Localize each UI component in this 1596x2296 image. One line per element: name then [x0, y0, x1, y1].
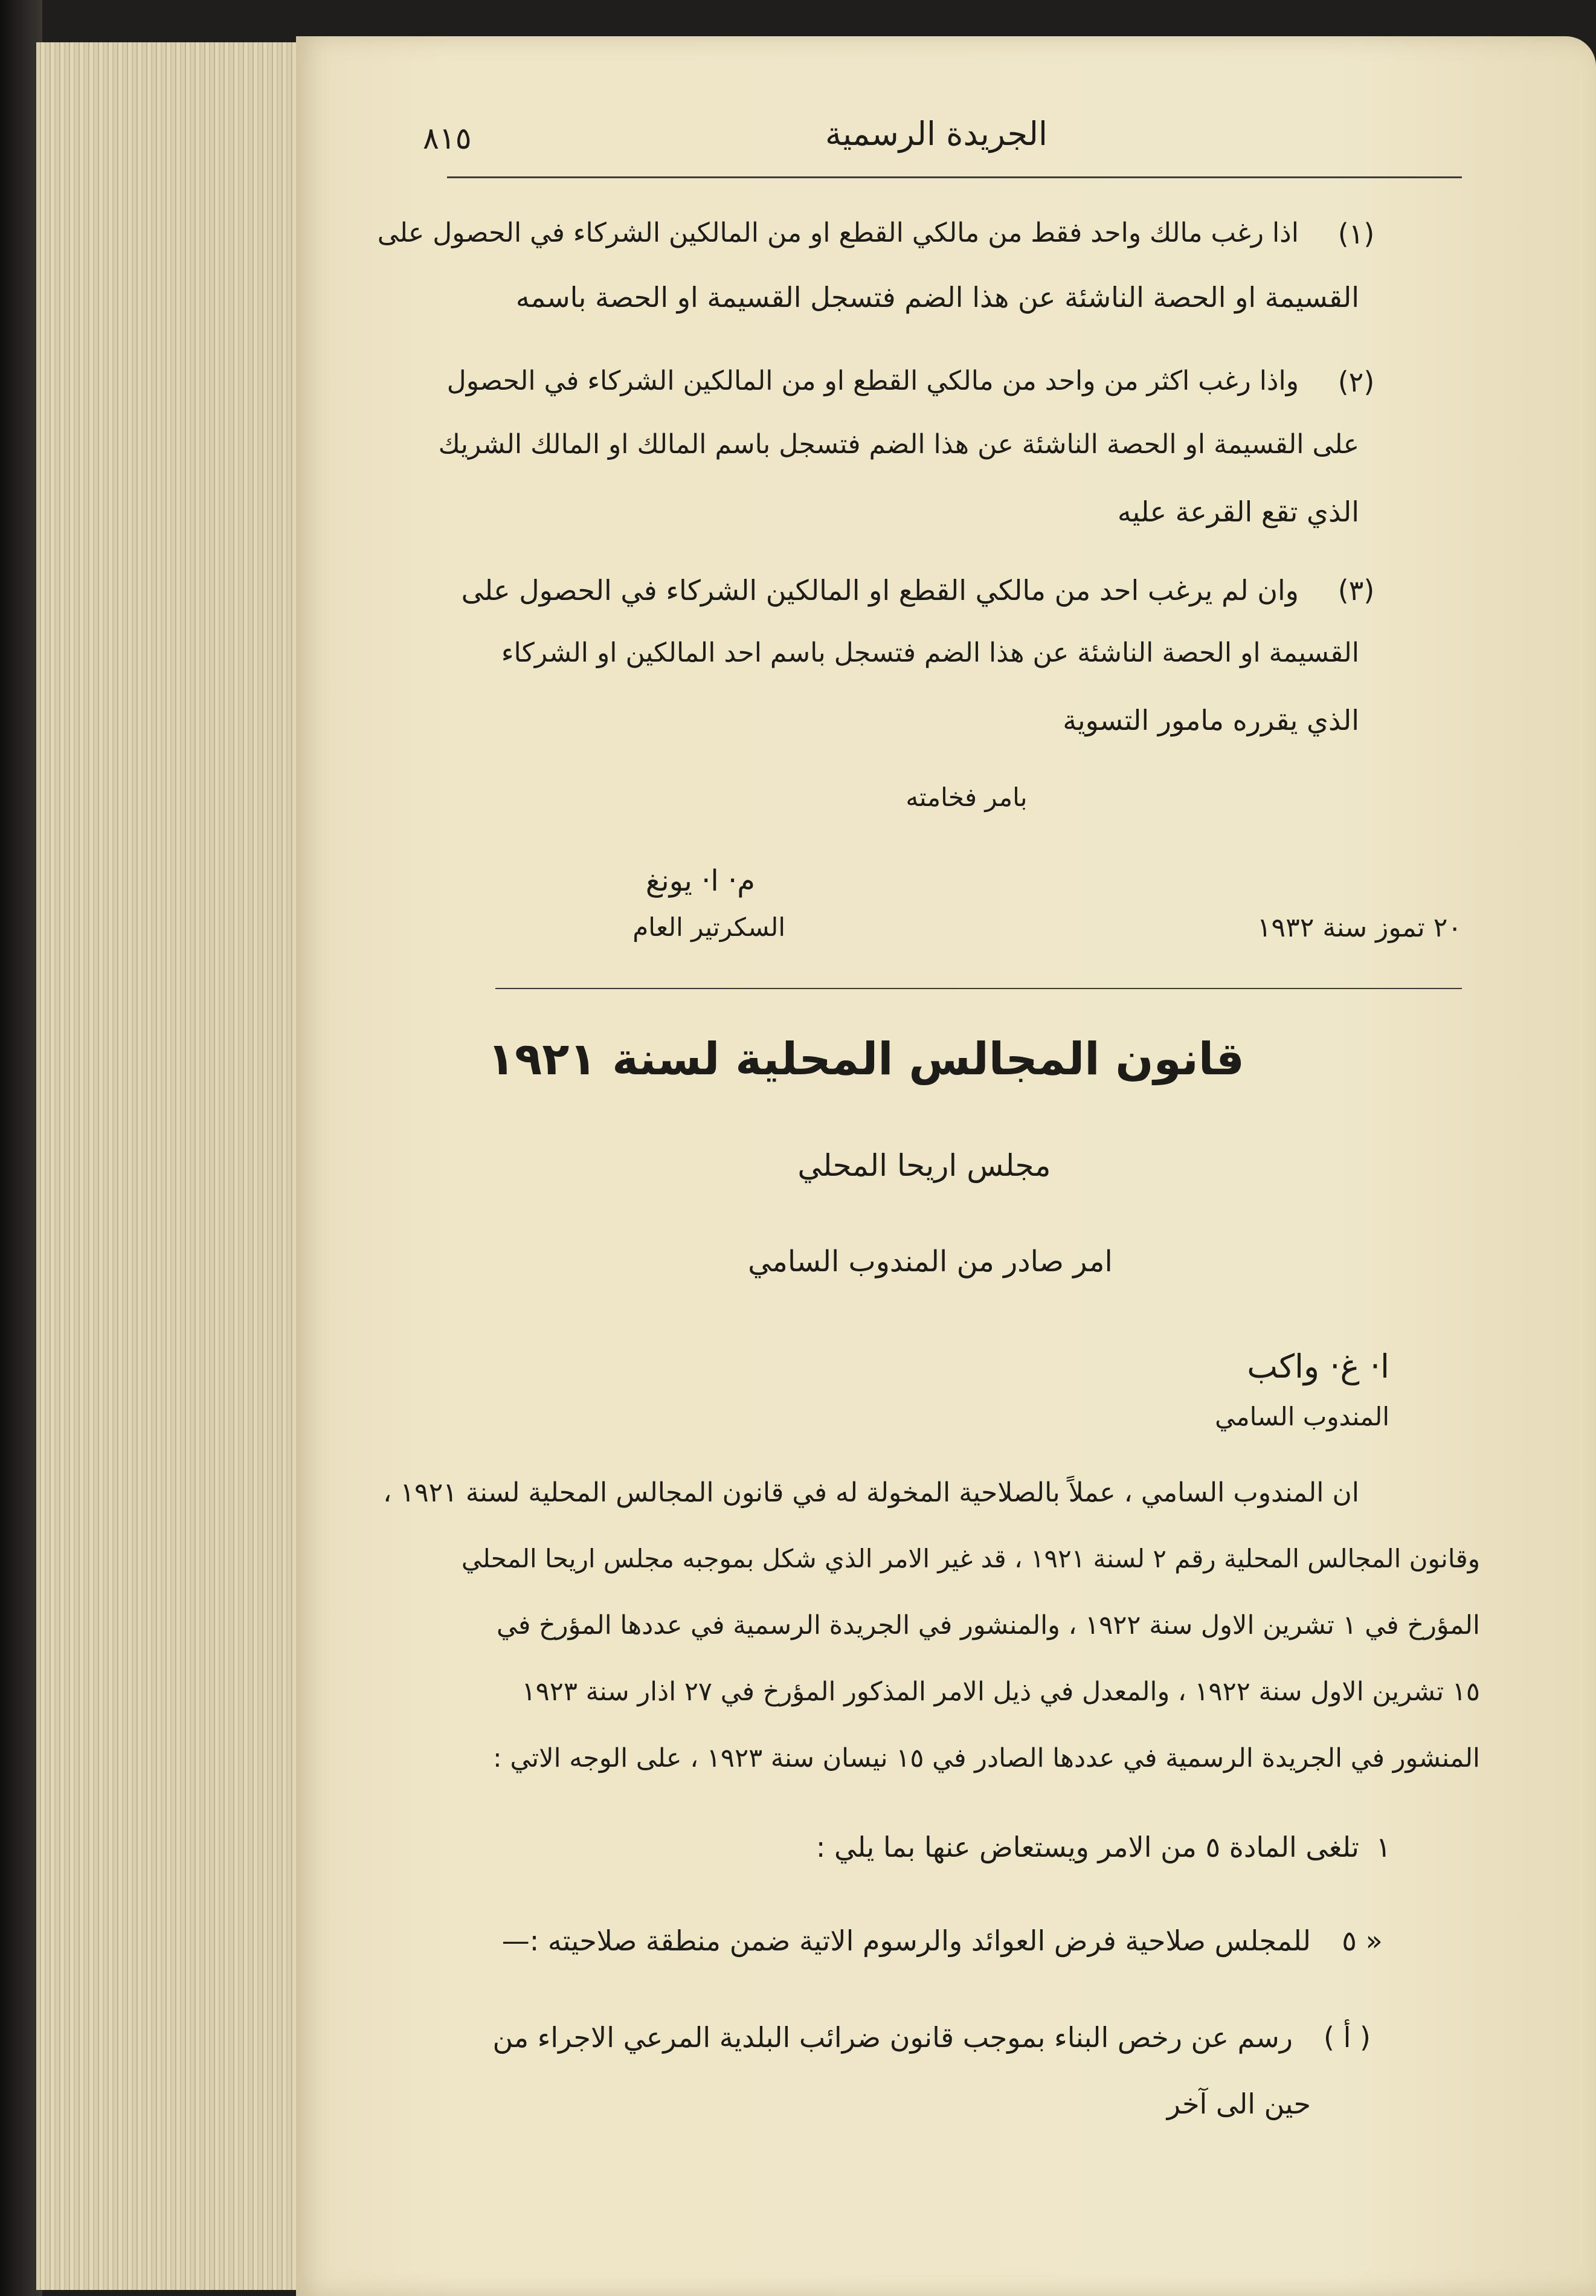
clause-2-line-2: على القسيمة او الحصة الناشئة عن هذا الضم فتسجل باسم المالك او المالك الشريك: [438, 429, 1359, 460]
clause-3-line-1: وان لم يرغب احد من مالكي القطع او المالكين الشركاء في الحصول على: [461, 574, 1299, 607]
article-5-text: للمجلس صلاحية فرض العوائد والرسوم الاتية ضمن منطقة صلاحيته :—: [501, 1924, 1311, 1957]
header-rule: [447, 176, 1462, 178]
section-divider: [495, 988, 1462, 989]
preamble-line-4: ١٥ تشرين الاول سنة ١٩٢٢ ، والمعدل في ذيل الامر المذكور المؤرخ في ٢٧ اذار سنة ١٩٢٣: [521, 1677, 1480, 1707]
signatory-title: السكرتير العام: [632, 912, 785, 942]
preamble-line-5: المنشور في الجريدة الرسمية في عددها الصادر في ١٥ نيسان سنة ١٩٢٣ ، على الوجه الاتي :: [493, 1743, 1480, 1773]
issuer-name: ا· غ· واكب: [1247, 1347, 1389, 1385]
item-a-line-1: رسم عن رخص البناء بموجب قانون ضرائب البلدية المرعي الاجراء من: [492, 2021, 1293, 2054]
law-title: قانون المجالس المحلية لسنة ١٩٢١: [487, 1033, 1244, 1085]
article-1-text: تلغى المادة ٥ من الامر ويستعاض عنها بما يلي :: [816, 1831, 1359, 1863]
gazette-title: الجريدة الرسمية: [825, 115, 1047, 153]
preamble-line-3: المؤرخ في ١ تشرين الاول سنة ١٩٢٢ ، والمنشور في الجريدة الرسمية في عددها المؤرخ في: [496, 1610, 1480, 1640]
clause-2-line-1: واذا رغب اكثر من واحد من مالكي القطع او من المالكين الشركاء في الحصول: [446, 366, 1299, 396]
article-5-number: « ٥: [1342, 1924, 1383, 1957]
order-date: ٢٠ تموز سنة ١٩٣٢: [1257, 912, 1462, 943]
clause-2-line-3: الذي تقع القرعة عليه: [1117, 495, 1359, 528]
clause-1-number: (١): [1337, 218, 1375, 250]
council-name: مجلس اريحا المحلي: [797, 1148, 1051, 1183]
signatory-name: م· ا· يونغ: [645, 864, 755, 898]
article-1-number: ١: [1376, 1831, 1391, 1863]
issuer-title: المندوب السامي: [1215, 1402, 1389, 1431]
clause-3-number: (٣): [1337, 574, 1375, 607]
preamble-line-1: ان المندوب السامي ، عملاً بالصلاحية المخولة له في قانون المجالس المحلية لسنة ١٩٢١ ،: [383, 1477, 1359, 1508]
item-a-number: ( أ ): [1324, 2021, 1371, 2054]
clause-2-number: (٢): [1337, 366, 1375, 398]
page-number: ٨١٥: [423, 121, 472, 156]
order-heading: امر صادر من المندوب السامي: [748, 1245, 1113, 1279]
clause-3-line-3: الذي يقرره مامور التسوية: [1063, 704, 1359, 737]
preamble-line-2: وقانون المجالس المحلية رقم ٢ لسنة ١٩٢١ ، قد غير الامر الذي شكل بموجبه مجلس اريحا المحلي: [461, 1544, 1480, 1573]
page-edges: [36, 42, 321, 2290]
by-order: بامر فخامته: [906, 782, 1028, 812]
clause-1-line-1: اذا رغب مالك واحد فقط من مالكي القطع او من المالكين الشركاء في الحصول على: [377, 218, 1299, 248]
clause-3-line-2: القسيمة او الحصة الناشئة عن هذا الضم فتسجل باسم احد المالكين او الشركاء: [501, 637, 1359, 668]
item-a-line-2: حين الى آخر: [1166, 2088, 1311, 2120]
clause-1-line-2: القسيمة او الحصة الناشئة عن هذا الضم فتسجل القسيمة او الحصة باسمه: [515, 281, 1359, 314]
